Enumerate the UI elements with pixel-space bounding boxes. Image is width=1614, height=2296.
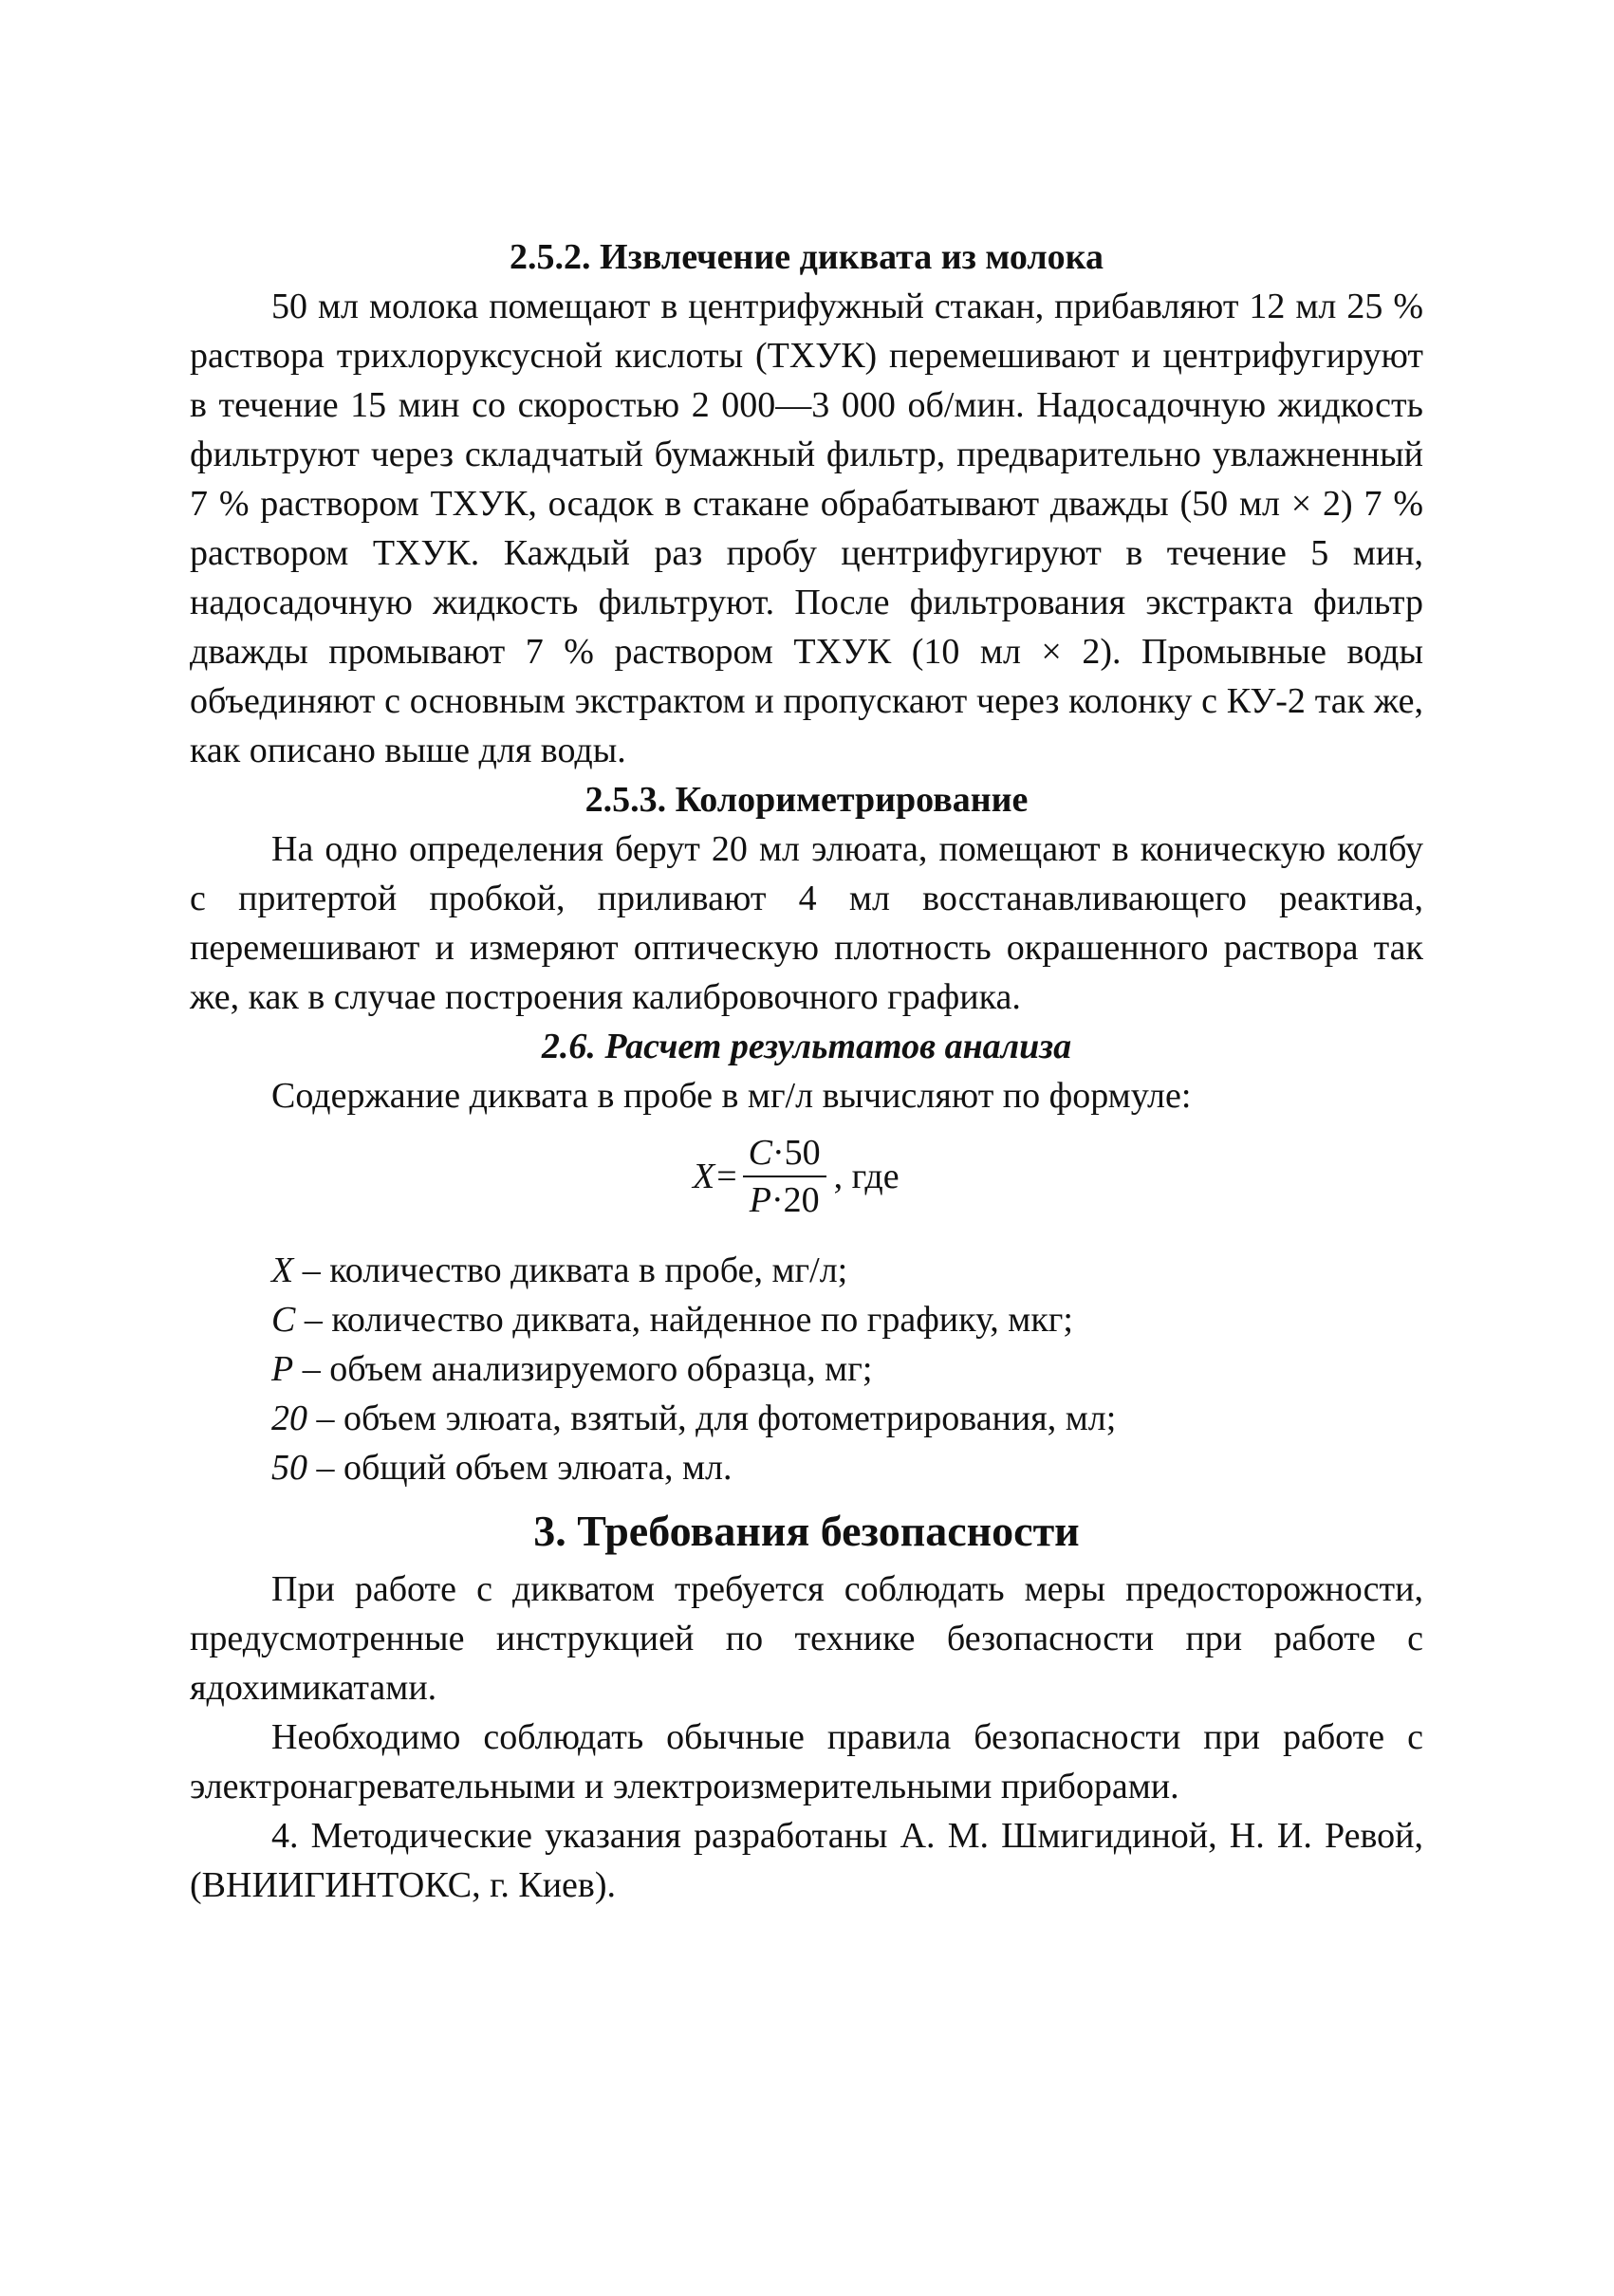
paragraph-calculation-intro: Содержание диквата в пробе в мг/л вычисляют по формуле: bbox=[271, 1076, 1192, 1116]
formula-suffix: , где bbox=[833, 1157, 900, 1196]
formula-den-rest: ·20 bbox=[770, 1180, 820, 1220]
definition-symbol: C bbox=[271, 1300, 296, 1340]
definition-text: – количество диквата в пробе, мг/л; bbox=[293, 1250, 848, 1290]
paragraph-safety-1: При работе с дикватом требуется соблюдать меры предосторожности, предусмотренные инструкцией по технике безопасности при работе с ядохимикатами. bbox=[190, 1569, 1423, 1708]
definition-text: – общий объем элюата, мл. bbox=[307, 1448, 733, 1488]
page-content bbox=[190, 232, 1423, 1910]
paragraph-colorimetry: На одно определения берут 20 мл элюата, помещают в коническую колбу с притертой пробкой, приливают 4 мл восстанавливающего реактива, перемешивают и измеряют оптическую плотность окрашенного раствора так же, как в случае построения калибровочного графика. bbox=[190, 829, 1423, 1017]
definition-line bbox=[271, 1295, 1423, 1344]
definition-line bbox=[271, 1443, 1423, 1492]
variable-definitions bbox=[190, 1246, 1423, 1492]
definition-symbol: X bbox=[271, 1250, 294, 1290]
formula-equals: = bbox=[716, 1157, 737, 1196]
formula-fraction bbox=[743, 1130, 826, 1223]
definition-text: – объем элюата, взятый, для фотометрирования, мл; bbox=[307, 1398, 1117, 1438]
definition-text: – количество диквата, найденное по графику, мкг; bbox=[295, 1300, 1073, 1340]
section-heading-2-6: 2.6. Расчет результатов анализа bbox=[541, 1027, 1072, 1066]
definition-symbol: 20 bbox=[271, 1398, 307, 1438]
definition-line bbox=[271, 1344, 1423, 1394]
section-heading-2-5-2: 2.5.2. Извлечение диквата из молока bbox=[510, 237, 1104, 277]
paragraph-safety-2: Необходимо соблюдать обычные правила безопасности при работе с электронагревательными и электроизмерительными приборами. bbox=[190, 1717, 1423, 1806]
formula-denominator bbox=[744, 1177, 826, 1223]
section-heading-2-5-3: 2.5.3. Колориметрирование bbox=[584, 780, 1029, 820]
definition-symbol: P bbox=[271, 1349, 294, 1389]
section-heading-3: 3. Требования безопасности bbox=[533, 1507, 1080, 1555]
definition-symbol: 50 bbox=[271, 1448, 307, 1488]
definition-text: – объем анализируемого образца, мг; bbox=[293, 1349, 873, 1389]
formula-den-var: P bbox=[749, 1180, 771, 1220]
formula-block bbox=[190, 1124, 1423, 1238]
formula-numerator bbox=[743, 1130, 826, 1176]
definition-line bbox=[271, 1246, 1423, 1295]
formula-num-var: C bbox=[748, 1133, 773, 1173]
formula bbox=[693, 1130, 900, 1223]
paragraph-authors: 4. Методические указания разработаны А. М. Шмигидиной, Н. И. Ревой, (ВНИИГИНТОКС, г. Киев). bbox=[190, 1816, 1423, 1905]
definition-line bbox=[271, 1394, 1423, 1443]
formula-lhs: X bbox=[693, 1157, 715, 1196]
paragraph-milk-extraction: 50 мл молока помещают в центрифужный стакан, прибавляют 12 мл 25 % раствора трихлоруксусной кислоты (ТХУК) перемешивают и центрифугируют в течение 15 мин со скоростью 2 000—3 000 об/мин. Надосадочную жидкость фильтруют через складчатый бумажный фильтр, предварительно увлажненный 7 % раствором ТХУК, осадок в стакане обрабатывают дважды (50 мл × 2) 7 % раствором ТХУК. Каждый раз пробу центрифугируют в течение 5 мин, надосадочную жидкость фильтруют. После фильтрования экстракта фильтр дважды промывают 7 % раствором ТХУК (10 мл × 2). Промывные воды объединяют с основным экстрактом и пропускают через колонку с КУ-2 так же, как описано выше для воды. bbox=[190, 287, 1423, 770]
formula-num-rest: ·50 bbox=[772, 1133, 821, 1173]
